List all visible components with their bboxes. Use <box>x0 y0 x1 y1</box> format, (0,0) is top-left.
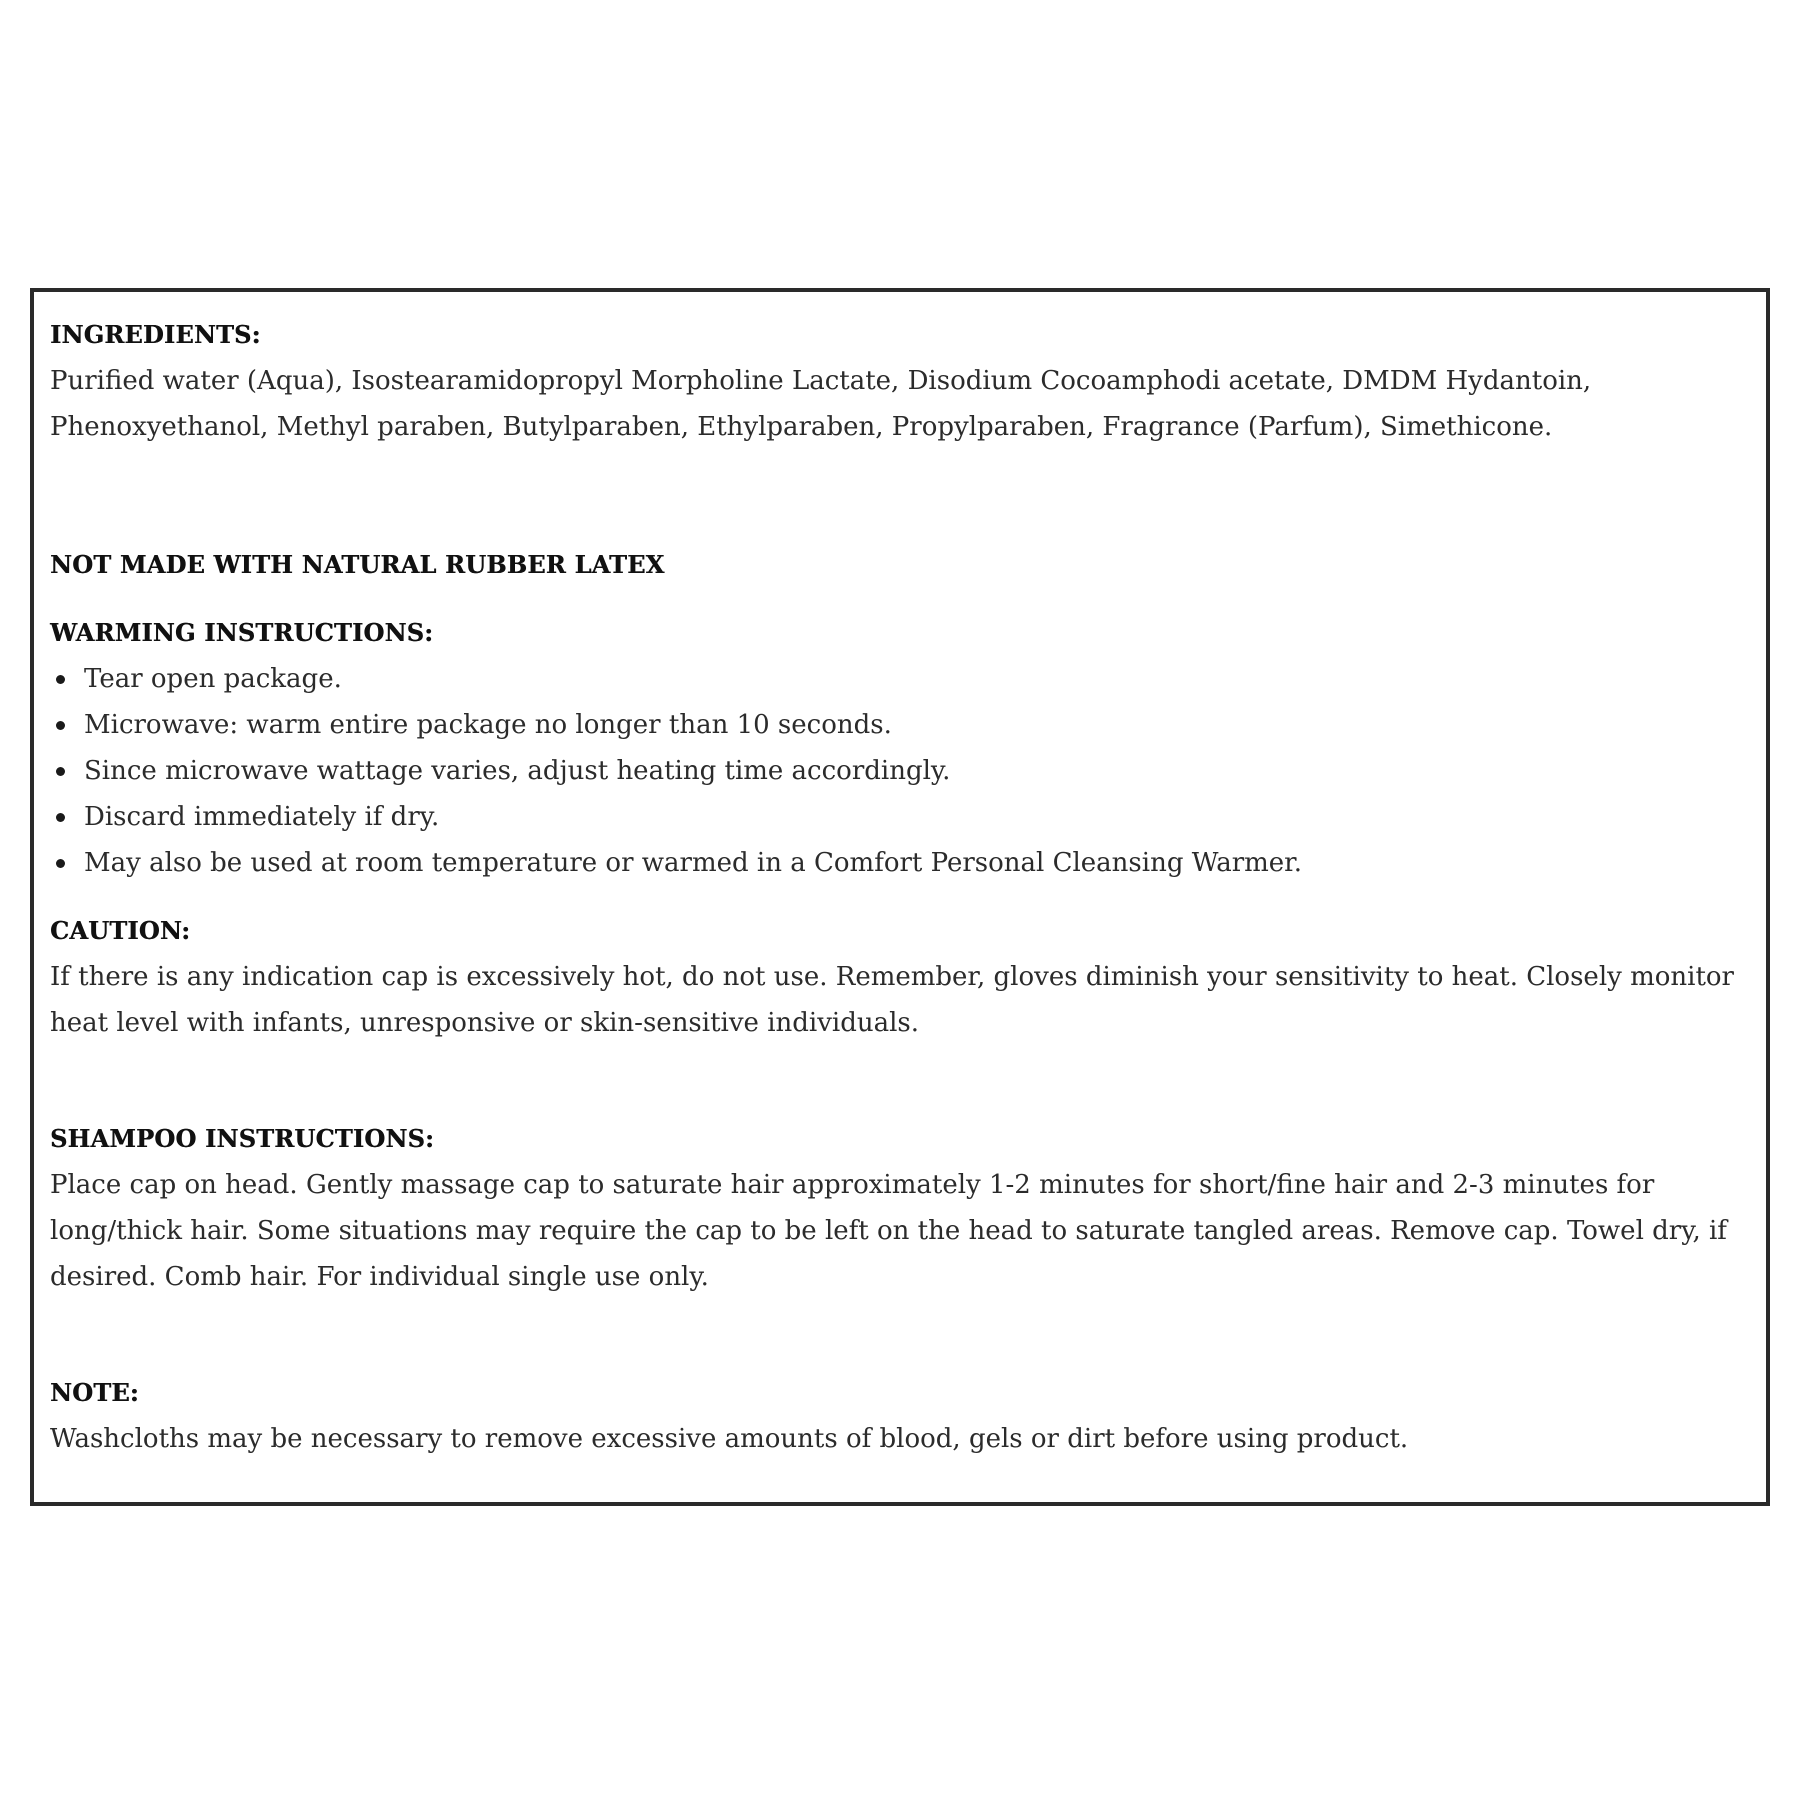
warming-step-text: Since microwave wattage varies, adjust heating time accordingly. <box>84 756 951 786</box>
shampoo-instructions-text: Place cap on head. Gently massage cap to saturate hair approximately 1-2 minutes for short/fine hair and 2-3 minutes for long/thick hair. Some situations may require the cap to be left on the head to saturate tangled areas. Remove cap. Towel dry, if desired. Comb hair. For individual single use only. <box>50 1170 1727 1292</box>
list-item <box>50 656 1750 702</box>
shampoo-instructions-heading: SHAMPOO INSTRUCTIONS: <box>50 1124 435 1153</box>
warming-step-text: Microwave: warm entire package no longer than 10 seconds. <box>84 710 892 740</box>
latex-notice: NOT MADE WITH NATURAL RUBBER LATEX <box>50 550 665 579</box>
caution-text: If there is any indication cap is excessively hot, do not use. Remember, gloves diminish your sensitivity to heat. Closely monitor heat level with infants, unresponsive or skin-sensitive individuals. <box>50 962 1734 1038</box>
warming-step-text: May also be used at room temperature or warmed in a Comfort Personal Cleansing Warmer. <box>84 848 1303 878</box>
spacer <box>50 1046 1750 1116</box>
list-item <box>50 794 1750 840</box>
note-text: Washcloths may be necessary to remove excessive amounts of blood, gels or dirt before using product. <box>50 1424 1409 1454</box>
bullet-icon <box>56 859 65 868</box>
warming-step-text: Tear open package. <box>84 664 342 694</box>
warming-step-text: Discard immediately if dry. <box>84 802 440 832</box>
warming-instructions-heading: WARMING INSTRUCTIONS: <box>50 618 434 647</box>
bullet-icon <box>56 767 65 776</box>
note-heading: NOTE: <box>50 1378 139 1407</box>
spacer <box>50 886 1750 908</box>
warming-instructions-list <box>50 656 1750 886</box>
list-item <box>50 702 1750 748</box>
spacer <box>50 588 1750 610</box>
spacer <box>50 1300 1750 1370</box>
bullet-icon <box>56 721 65 730</box>
product-label-panel <box>30 288 1770 1506</box>
caution-heading: CAUTION: <box>50 916 191 945</box>
list-item <box>50 840 1750 886</box>
bullet-icon <box>56 675 65 684</box>
ingredients-text: Purified water (Aqua), Isostearamidopropyl Morpholine Lactate, Disodium Cocoamphodi acetate, DMDM Hydantoin, Phenoxyethanol, Methyl paraben, Butylparaben, Ethylparaben, Propylparaben, Fragrance (Parfum), Simethicone. <box>50 366 1592 442</box>
spacer <box>50 450 1750 542</box>
list-item <box>50 748 1750 794</box>
bullet-icon <box>56 813 65 822</box>
ingredients-heading: INGREDIENTS: <box>50 320 261 349</box>
